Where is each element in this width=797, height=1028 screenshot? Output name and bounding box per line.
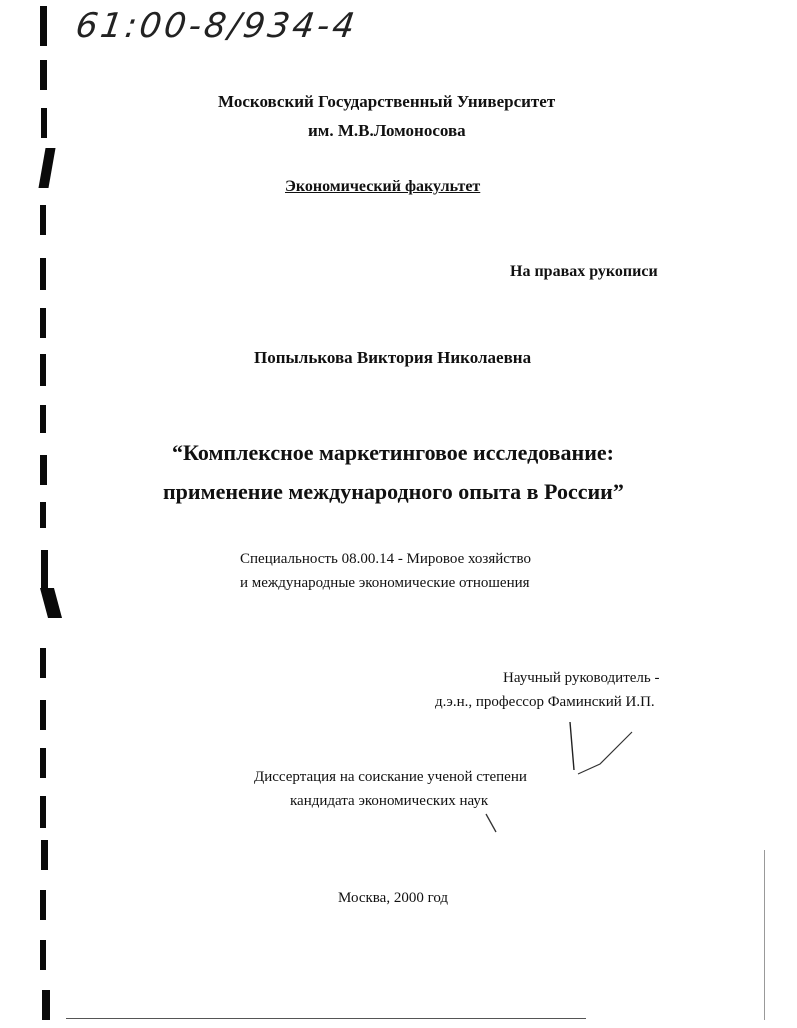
university-name: Московский Государственный Университет bbox=[218, 92, 556, 111]
pen-tick-mark bbox=[484, 812, 504, 836]
catalog-number: 61:00-8/934-4 bbox=[73, 6, 360, 46]
author-name: Попылькова Виктория Николаевна bbox=[254, 348, 532, 367]
supervisor-name: д.э.н., профессор Фаминский И.П. bbox=[435, 694, 655, 710]
manuscript-rights: На правах рукописи bbox=[510, 263, 658, 280]
signature-mark bbox=[560, 718, 640, 788]
right-scan-edge bbox=[764, 850, 765, 1020]
specialty-line1: Специальность 08.00.14 - Мировое хозяйство bbox=[240, 551, 531, 567]
degree-line1: Диссертация на соискание ученой степени bbox=[254, 769, 527, 785]
binding-edge-marks bbox=[0, 0, 70, 1028]
dissertation-title-line1: “Комплексное маркетинговое исследование: bbox=[172, 440, 614, 465]
university-subtitle: им. М.В.Ломоносова bbox=[308, 121, 466, 140]
city-year: Москва, 2000 год bbox=[338, 890, 449, 906]
degree-line2: кандидата экономических наук bbox=[290, 793, 489, 809]
supervisor-label: Научный руководитель - bbox=[503, 670, 660, 686]
faculty-name: Экономический факультет bbox=[285, 178, 481, 195]
dissertation-title-line2: применение международного опыта в России” bbox=[163, 479, 624, 504]
specialty-line2: и международные экономические отношения bbox=[240, 575, 530, 591]
